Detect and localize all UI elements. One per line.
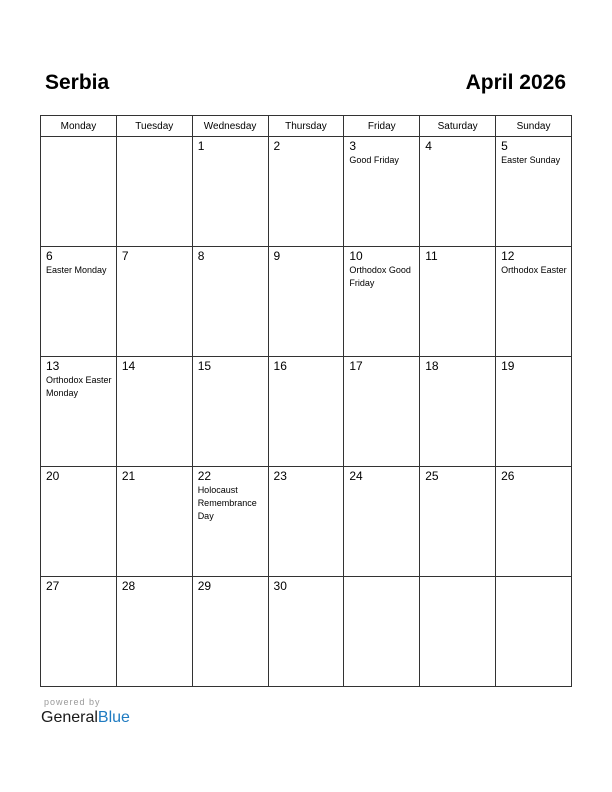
day-cell-21 bbox=[116, 467, 192, 577]
empty-day-cell bbox=[41, 137, 117, 247]
day-number: 21 bbox=[121, 469, 136, 483]
day-number: 30 bbox=[273, 579, 287, 593]
day-number: 25 bbox=[425, 469, 439, 483]
empty-day-cell bbox=[116, 137, 192, 247]
day-cell-28 bbox=[116, 577, 192, 687]
weekday-header-thursday: Thursday bbox=[268, 116, 344, 137]
powered-by-label: powered by bbox=[44, 697, 101, 707]
weekday-header-wednesday: Wednesday bbox=[192, 116, 268, 137]
holiday-label: Holocaust Remembrance Day bbox=[197, 485, 257, 521]
weekday-header-tuesday: Tuesday bbox=[116, 116, 192, 137]
day-number: 2 bbox=[273, 139, 281, 153]
day-number: 7 bbox=[121, 249, 129, 263]
day-cell-8 bbox=[192, 247, 268, 357]
day-cell-1 bbox=[192, 137, 268, 247]
logo-text-general: General bbox=[41, 709, 98, 726]
day-number: 14 bbox=[121, 359, 136, 373]
day-number: 9 bbox=[273, 249, 281, 263]
day-number: 22 bbox=[197, 469, 212, 483]
day-cell-3 bbox=[344, 137, 420, 247]
day-cell-26 bbox=[496, 467, 572, 577]
day-cell-14 bbox=[116, 357, 192, 467]
day-cell-29 bbox=[192, 577, 268, 687]
day-cell-27 bbox=[41, 577, 117, 687]
empty-day-cell bbox=[344, 577, 420, 687]
day-number: 1 bbox=[197, 139, 205, 153]
day-number: 28 bbox=[121, 579, 136, 593]
day-cell-13 bbox=[41, 357, 117, 467]
week-row bbox=[41, 137, 572, 247]
day-number: 13 bbox=[46, 359, 60, 373]
country-title: Serbia bbox=[45, 71, 110, 94]
day-cell-30 bbox=[268, 577, 344, 687]
week-row bbox=[41, 357, 572, 467]
holiday-label: Orthodox Easter Monday bbox=[46, 375, 112, 398]
day-number: 20 bbox=[46, 469, 60, 483]
day-number: 17 bbox=[349, 359, 363, 373]
empty-day-cell bbox=[496, 577, 572, 687]
day-cell-15 bbox=[192, 357, 268, 467]
day-cell-22 bbox=[192, 467, 268, 577]
day-number: 15 bbox=[197, 359, 212, 373]
day-cell-6 bbox=[41, 247, 117, 357]
day-cell-12 bbox=[496, 247, 572, 357]
day-cell-11 bbox=[420, 247, 496, 357]
day-cell-4 bbox=[420, 137, 496, 247]
calendar-grid bbox=[40, 115, 572, 687]
logo-text-blue: Blue bbox=[97, 709, 130, 726]
day-cell-2 bbox=[268, 137, 344, 247]
generalblue-logo bbox=[41, 708, 130, 728]
day-cell-17 bbox=[344, 357, 420, 467]
day-number: 16 bbox=[273, 359, 287, 373]
day-number: 12 bbox=[501, 249, 515, 263]
day-cell-5 bbox=[496, 137, 572, 247]
day-cell-18 bbox=[420, 357, 496, 467]
day-cell-10 bbox=[344, 247, 420, 357]
day-number: 6 bbox=[46, 249, 53, 263]
weekday-header-saturday: Saturday bbox=[420, 116, 496, 137]
day-cell-23 bbox=[268, 467, 344, 577]
day-number: 18 bbox=[425, 359, 439, 373]
holiday-label: Orthodox Good Friday bbox=[349, 265, 411, 288]
day-number: 8 bbox=[197, 249, 205, 263]
holiday-label: Easter Sunday bbox=[501, 155, 561, 165]
day-cell-24 bbox=[344, 467, 420, 577]
day-number: 29 bbox=[197, 579, 212, 593]
day-number: 23 bbox=[273, 469, 287, 483]
day-number: 10 bbox=[349, 249, 363, 263]
day-number: 4 bbox=[425, 139, 432, 153]
weekday-header-sunday: Sunday bbox=[496, 116, 572, 137]
empty-day-cell bbox=[420, 577, 496, 687]
week-row bbox=[41, 467, 572, 577]
day-cell-19 bbox=[496, 357, 572, 467]
day-cell-7 bbox=[116, 247, 192, 357]
day-cell-16 bbox=[268, 357, 344, 467]
holiday-label: Easter Monday bbox=[46, 265, 107, 275]
day-number: 26 bbox=[501, 469, 515, 483]
day-cell-9 bbox=[268, 247, 344, 357]
week-row bbox=[41, 577, 572, 687]
day-number: 3 bbox=[349, 139, 357, 153]
day-number: 19 bbox=[501, 359, 515, 373]
holiday-label: Good Friday bbox=[349, 155, 399, 165]
month-year-title: April 2026 bbox=[465, 71, 566, 94]
weekday-header-friday: Friday bbox=[344, 116, 420, 137]
day-number: 27 bbox=[46, 579, 60, 593]
day-number: 24 bbox=[349, 469, 363, 483]
week-row bbox=[41, 247, 572, 357]
weekday-header-monday: Monday bbox=[41, 116, 117, 137]
day-number: 5 bbox=[501, 139, 508, 153]
weekday-header-row bbox=[41, 116, 572, 137]
holiday-label: Orthodox Easter bbox=[501, 265, 567, 275]
day-number: 11 bbox=[425, 249, 438, 263]
day-cell-20 bbox=[41, 467, 117, 577]
day-cell-25 bbox=[420, 467, 496, 577]
calendar-body bbox=[41, 137, 572, 687]
